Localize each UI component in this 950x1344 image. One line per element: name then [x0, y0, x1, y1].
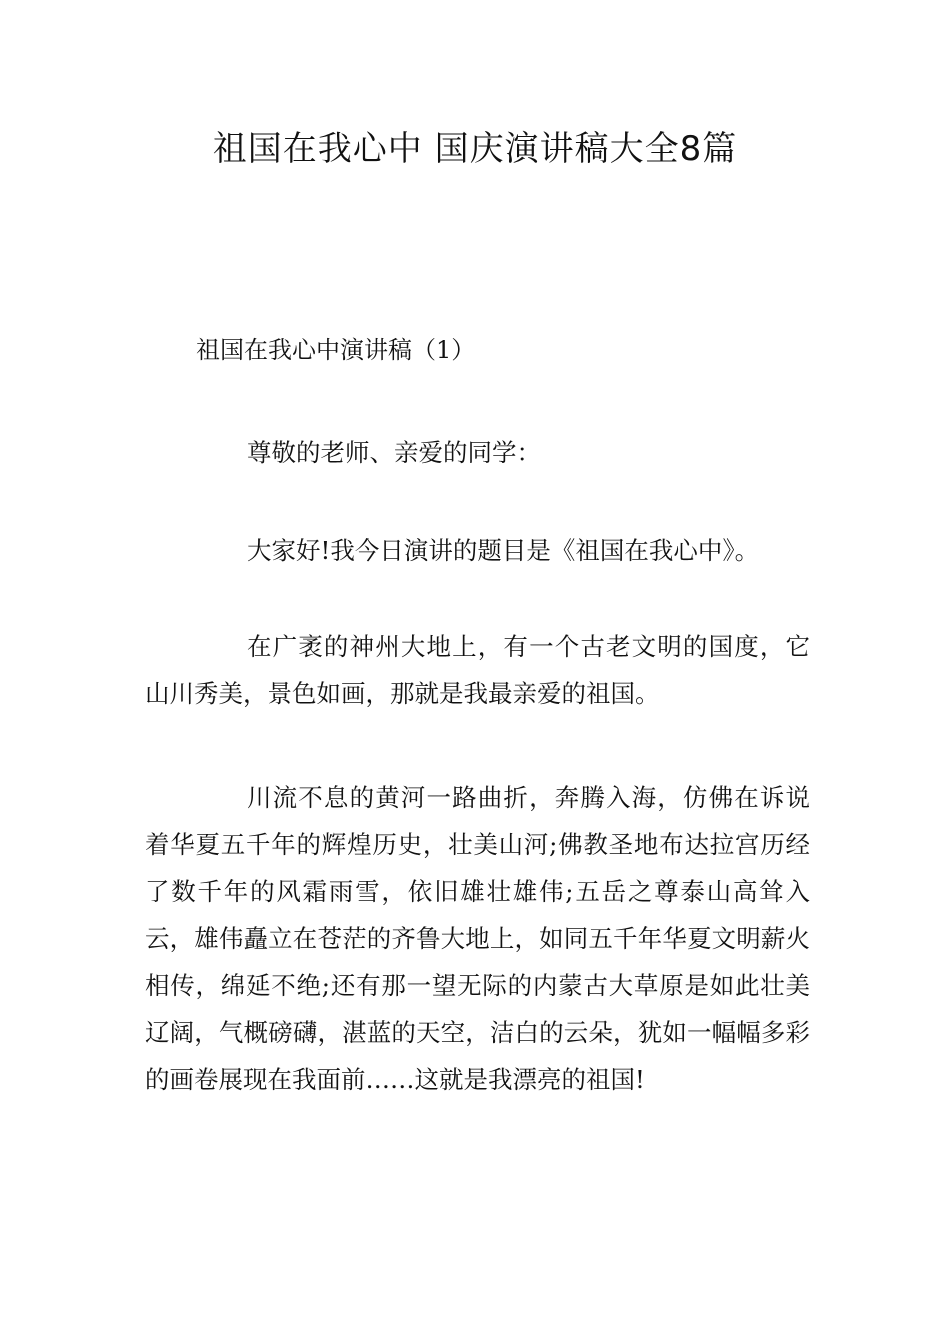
paragraph-intro: 大家好!我今日演讲的题目是《祖国在我心中》。	[247, 536, 760, 565]
paragraph-motherland: 在广袤的神州大地上，有一个古老文明的国度，它山川秀美，景色如画，那就是我最亲爱的祖国。	[145, 632, 810, 708]
paragraph-greeting: 尊敬的老师、亲爱的同学：	[247, 438, 541, 467]
paragraph-scenery: 川流不息的黄河一路曲折，奔腾入海，仿佛在诉说着华夏五千年的辉煌历史，壮美山河;佛教圣地布达拉宫历经了数千年的风霜雨雪，依旧雄壮雄伟;五岳之尊泰山高耸入云，雄伟矗立在苍茫的齐鲁大地上，如同五千年华夏文明薪火相传，绵延不绝;还有那一望无际的内蒙古大草原是如此壮美辽阔，气概磅礴，湛蓝的天空，洁白的云朵，犹如一幅幅多彩的画卷展现在我面前……这就是我漂亮的祖国!	[145, 783, 810, 1094]
section-heading: 祖国在我心中演讲稿（1）	[196, 336, 476, 364]
document-title: 祖国在我心中 国庆演讲稿大全8篇	[212, 129, 738, 169]
